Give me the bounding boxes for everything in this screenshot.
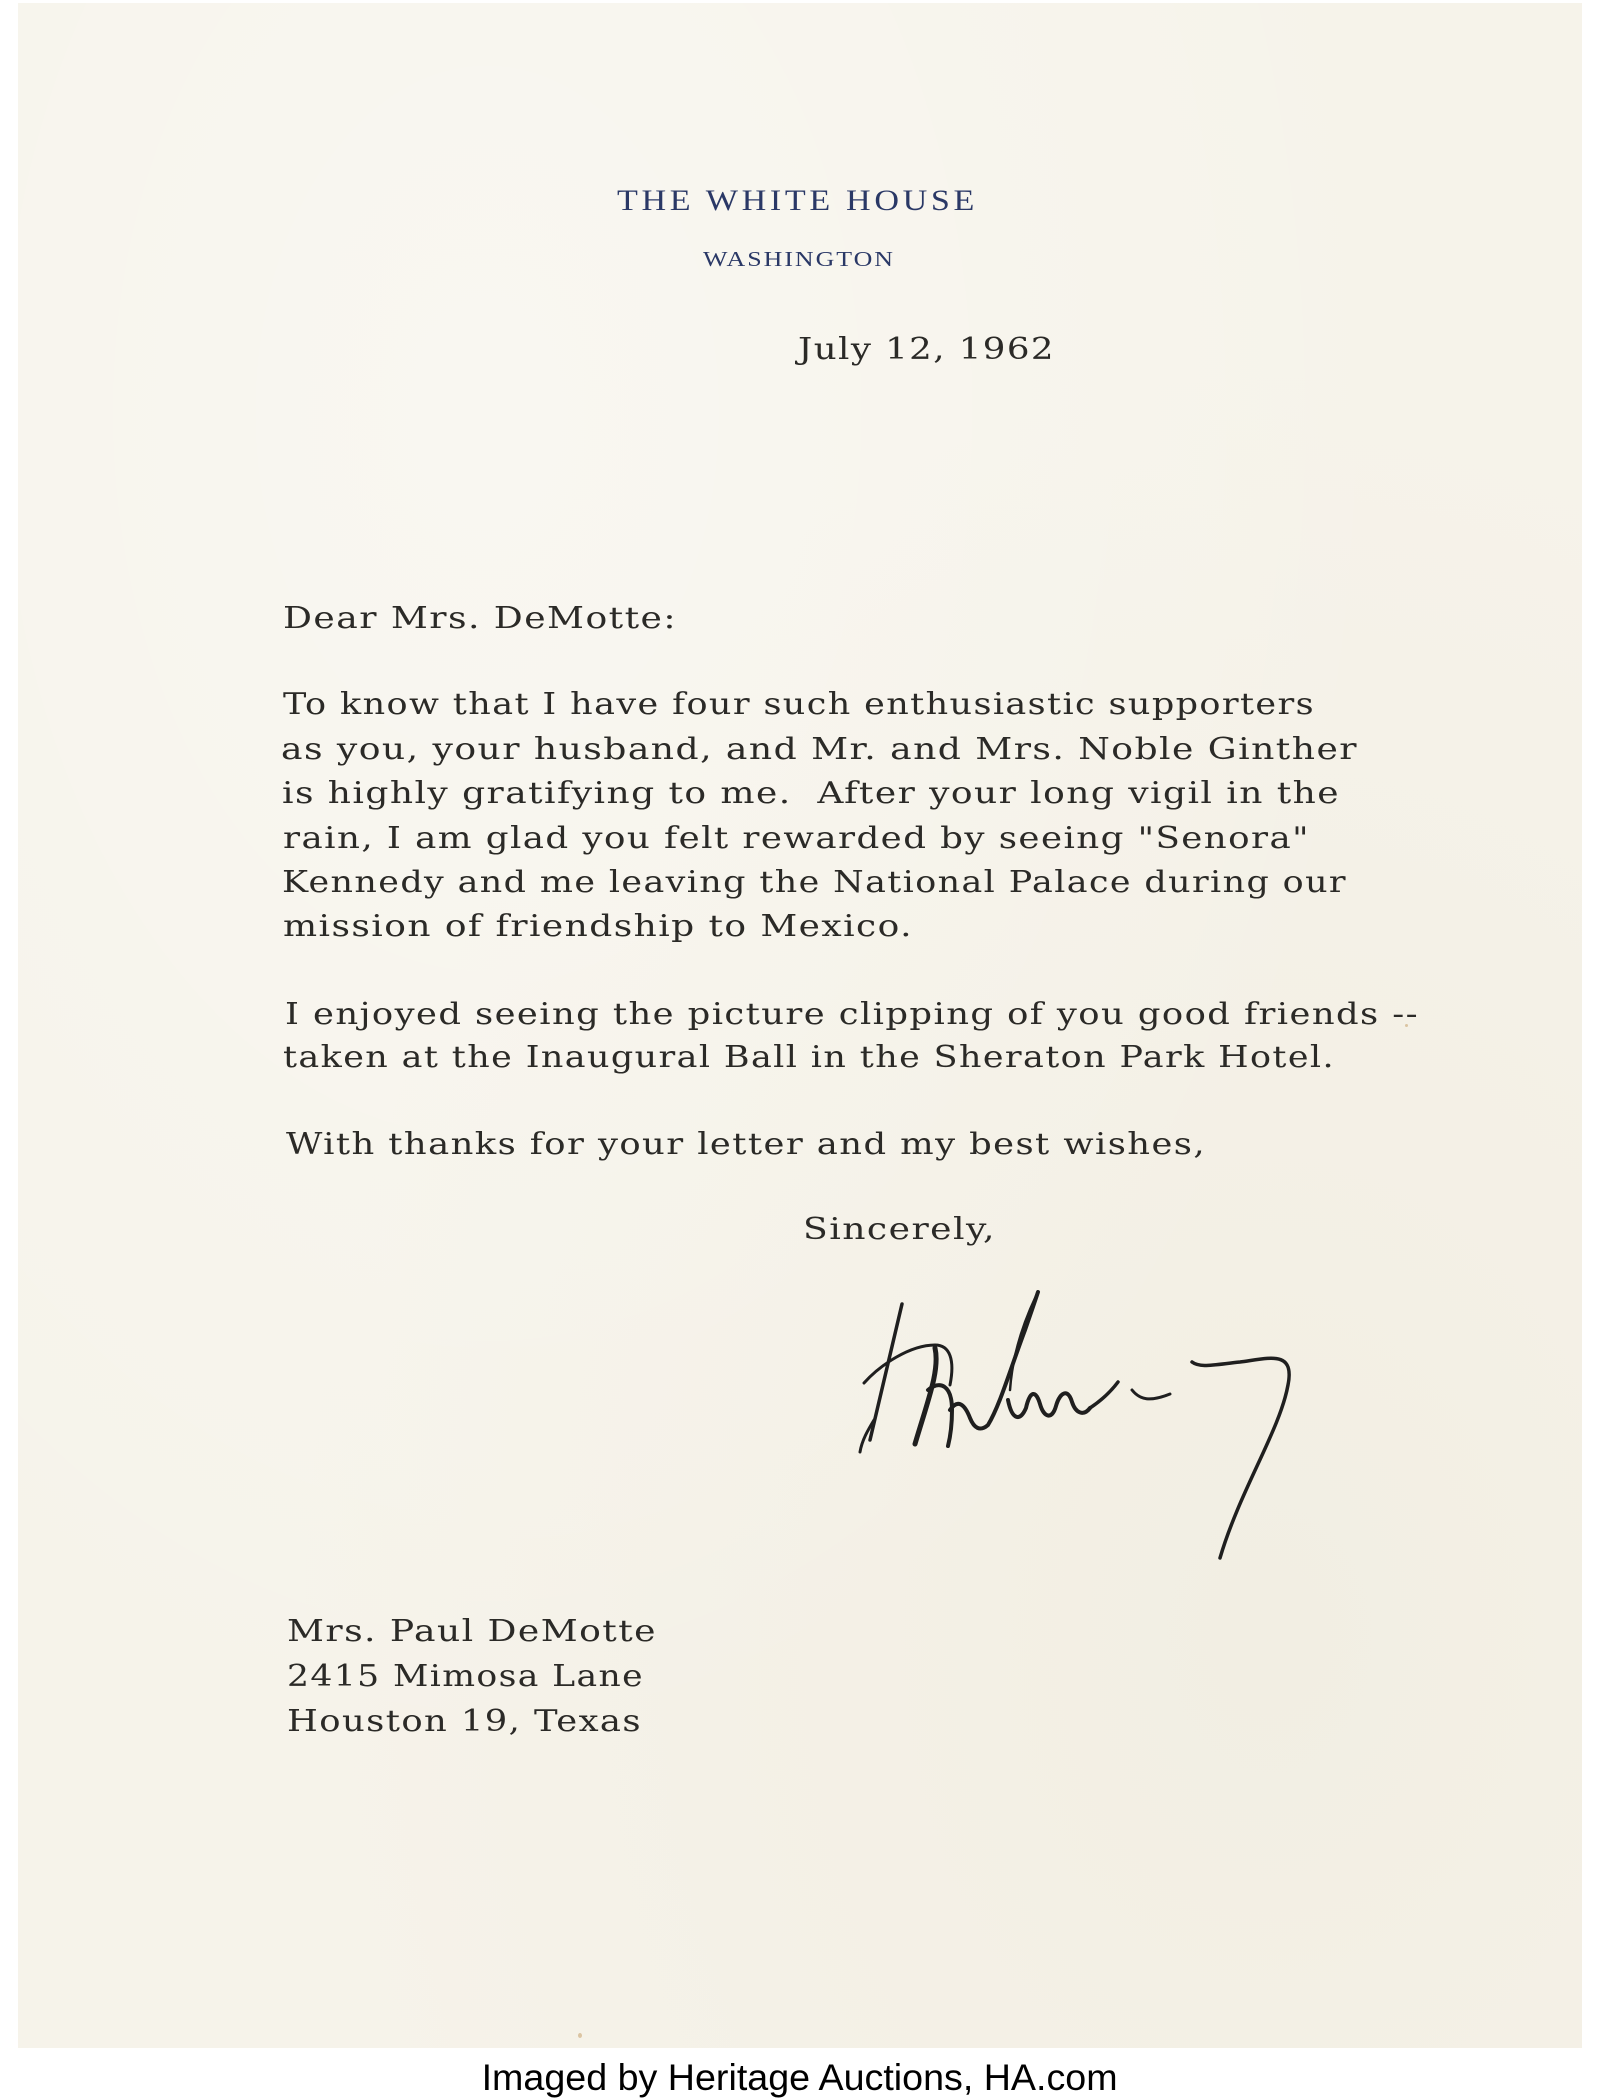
salutation: Dear Mrs. DeMotte: bbox=[283, 600, 677, 636]
address-line: 2415 Mimosa Lane bbox=[287, 1658, 644, 1694]
body-line: taken at the Inaugural Ball in the Sheraton Park Hotel. bbox=[283, 1039, 1335, 1075]
letterhead-location: WASHINGTON bbox=[703, 246, 895, 271]
address-line: Houston 19, Texas bbox=[287, 1703, 642, 1739]
image-credit-caption: Imaged by Heritage Auctions, HA.com bbox=[481, 2057, 1118, 2098]
body-line: is highly gratifying to me. After your long vigil in the bbox=[282, 775, 1340, 811]
body-line: rain, I am glad you felt rewarded by seeing "Senora" bbox=[283, 820, 1310, 856]
body-line: With thanks for your letter and my best wishes, bbox=[286, 1126, 1206, 1162]
paper-speck bbox=[578, 2033, 582, 2038]
letter-date: July 12, 1962 bbox=[798, 331, 1055, 367]
body-line: To know that I have four such enthusiastic supporters bbox=[283, 686, 1315, 722]
body-line: as you, your husband, and Mr. and Mrs. Noble Ginther bbox=[281, 731, 1358, 767]
letterhead-title: THE WHITE HOUSE bbox=[617, 183, 978, 217]
closing: Sincerely, bbox=[803, 1211, 996, 1247]
signature-icon bbox=[840, 1290, 1300, 1580]
address-line: Mrs. Paul DeMotte bbox=[287, 1613, 657, 1649]
body-line: I enjoyed seeing the picture clipping of you good friends -- bbox=[285, 996, 1419, 1032]
body-line: mission of friendship to Mexico. bbox=[283, 908, 913, 944]
body-line: Kennedy and me leaving the National Palace during our bbox=[282, 864, 1347, 900]
